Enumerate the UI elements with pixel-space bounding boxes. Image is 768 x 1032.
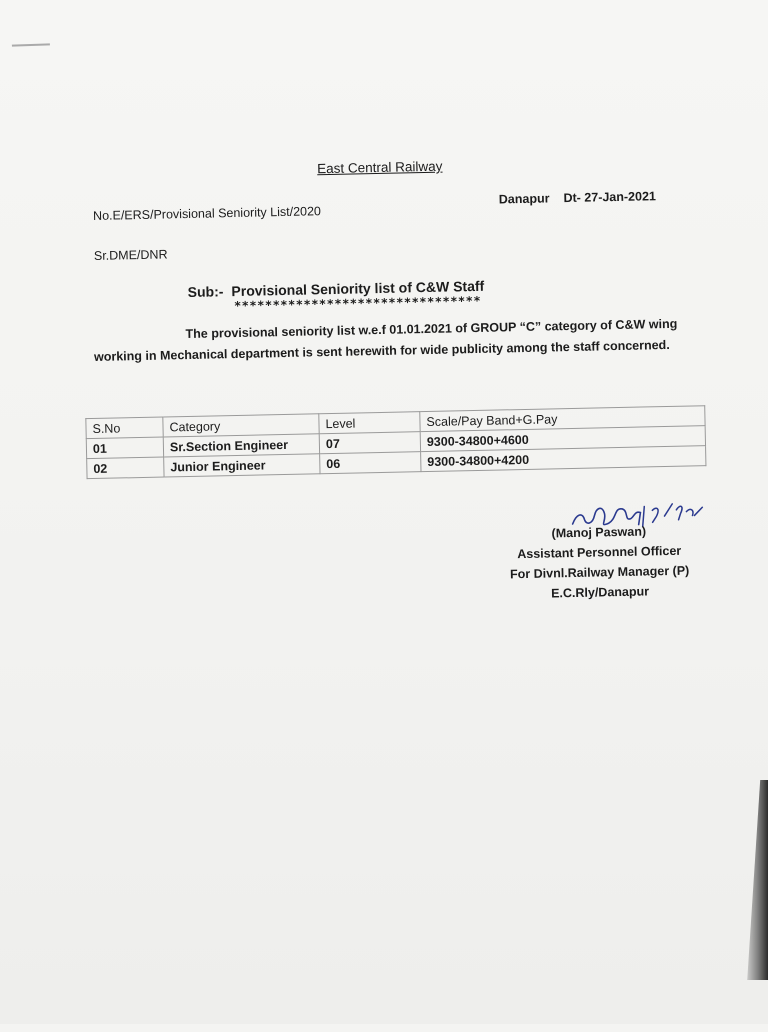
- organization-heading: East Central Railway: [316, 158, 443, 177]
- body-text: The provisional seniority list w.e.f 01.01.2021 of GROUP “C” category of C&W wing working in Mechanical department is sent herewith for wide publicity among the staff concerned.: [93, 316, 678, 364]
- cell-category: Junior Engineer: [164, 454, 320, 477]
- seniority-table: [85, 405, 706, 479]
- letter-date: Dt- 27-Jan-2021: [563, 189, 657, 206]
- signatory-name: (Manoj Paswan): [551, 524, 647, 541]
- place: Danapur: [498, 191, 550, 207]
- reference-number: No.E/ERS/Provisional Seniority List/2020: [92, 204, 322, 223]
- cell-level: 06: [320, 452, 421, 474]
- body-paragraph: [93, 313, 694, 368]
- cell-sno: 01: [86, 437, 163, 459]
- header-sno: S.No: [86, 417, 163, 439]
- header-scale: Scale/Pay Band+G.Pay: [420, 406, 705, 432]
- signatory-on-behalf: For Divnl.Railway Manager (P): [509, 563, 690, 582]
- separator-stars: ********************************: [233, 293, 482, 314]
- header-category: Category: [163, 414, 319, 437]
- cell-scale: 9300-34800+4200: [421, 446, 706, 472]
- signatory-office: E.C.Rly/Danapur: [550, 584, 650, 601]
- signatory-designation: Assistant Personnel Officer: [517, 543, 682, 562]
- cell-category: Sr.Section Engineer: [163, 434, 319, 457]
- addressee: Sr.DME/DNR: [93, 247, 168, 263]
- subject-label: Sub:-: [187, 283, 224, 301]
- header-level: Level: [319, 412, 420, 434]
- cell-level: 07: [319, 432, 420, 454]
- subject-text: Provisional Seniority list of C&W Staff: [231, 277, 485, 300]
- place-date: [499, 189, 656, 206]
- signature-block: [499, 520, 701, 604]
- cell-sno: 02: [87, 457, 164, 479]
- cell-scale: 9300-34800+4600: [420, 426, 705, 452]
